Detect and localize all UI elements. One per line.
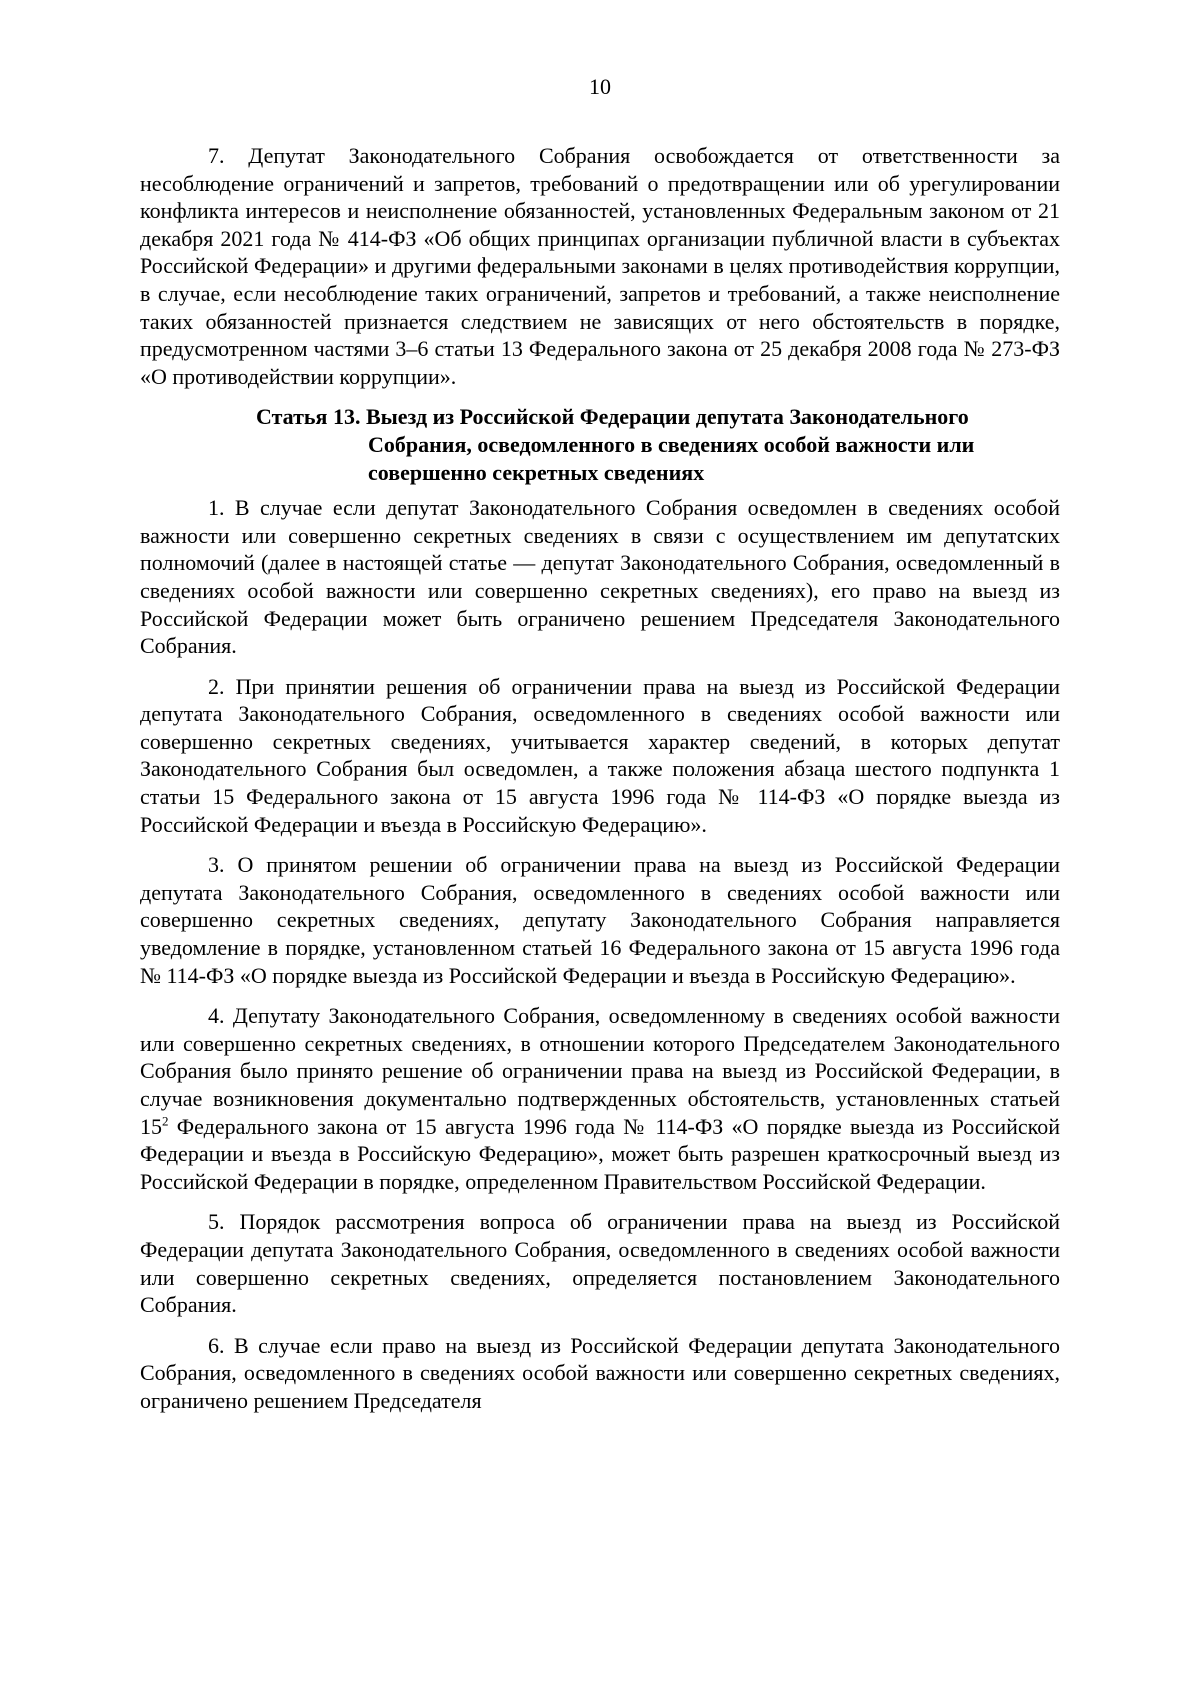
document-body [140,142,1060,1415]
article-13-title-line2: Собрания, осведомленного в сведениях особой важности или [368,431,975,457]
article-13-heading [140,403,1060,486]
article-13-paragraph-3: 3. О принятом решении об ограничении права на выезд из Российской Федерации депутата Законодательного Собрания, осведомленного в сведениях особой важности или совершенно секретных сведениях, депутату Законодательного Собрания направляется уведомление в порядке, установленном статьей 16 Федерального закона от 15 августа 1996 года № 114-ФЗ «О порядке выезда из Российской Федерации и въезда в Российскую Федерацию». [140,852,1060,988]
page-number: 10 [589,74,611,99]
article-13-paragraph-5: 5. Порядок рассмотрения вопроса об ограничении права на выезд из Российской Федерации депутата Законодательного Собрания, осведомленного в сведениях особой важности или совершенно секретных сведениях, определяется постановлением Законодательного Собрания. [140,1209,1060,1318]
paragraph-7: 7. Депутат Законодательного Собрания освобождается от ответственности за несоблюдение ограничений и запретов, требований о предотвращении или об урегулировании конфликта интересов и неисполнение обязанностей, установленных Федеральным законом от 21 декабря 2021 года № 414-ФЗ «Об общих принципах организации публичной власти в субъектах Российской Федерации» и другими федеральными законами в целях противодействия коррупции, в случае, если несоблюдение таких ограничений, запретов и требований, а также неисполнение таких обязанностей признается следствием не зависящих от него обстоятельств в порядке, предусмотренном частями 3–6 статьи 13 Федерального закона от 25 декабря 2008 года № 273-ФЗ «О противодействии коррупции». [140,143,1060,389]
article-13-title-line1: Статья 13. Выезд из Российской Федерации депутата Законодательного [256,404,969,430]
article-13-paragraph-6: 6. В случае если право на выезд из Российской Федерации депутата Законодательного Собрания, осведомленного в сведениях особой важности или совершенно секретных сведениях, ограничено решением Председателя [140,1332,1060,1413]
article-13-paragraph-1: 1. В случае если депутат Законодательного Собрания осведомлен в сведениях особой важности или совершенно секретных сведениях в связи с осуществлением им депутатских полномочий (далее в настоящей статье — депутат Законодательного Собрания, осведомленный в сведениях особой важности или совершенно секретных сведениях), его право на выезд из Российской Федерации может быть ограничено решением Председателя Законодательного Собрания. [140,495,1060,659]
article-13-title-line3: совершенно секретных сведениях [368,459,705,485]
article-13-paragraph-4 [140,1002,1060,1195]
paragraph-4-text-end: Федерального закона от 15 августа 1996 года № 114-ФЗ «О порядке выезда из Российской Федерации и въезда в Российскую Федерацию», может быть разрешен краткосрочный выезд из Российской Федерации в порядке, определенном Правительством Российской Федерации. [140,1113,1060,1194]
article-superscript: 2 [162,1113,169,1129]
paragraph-4-text-start: 4. Депутату Законодательного Собрания, осведомленному в сведениях особой важности или совершенно секретных сведениях, в отношении которого Председателем Законодательного Собрания было принято решение об ограничении права на выезд из Российской Федерации, в случае возникновения документально подтвержденных обстоятельств, установленных статьей 15 [140,1003,1060,1139]
article-13-paragraph-2: 2. При принятии решения об ограничении права на выезд из Российской Федерации депутата Законодательного Собрания, осведомленного в сведениях особой важности или совершенно секретных сведениях, учитывается характер сведений, в которых депутат Законодательного Собрания был осведомлен, а также положения абзаца шестого подпункта 1 статьи 15 Федерального закона от 15 августа 1996 года № 114-ФЗ «О порядке выезда из Российской Федерации и въезда в Российскую Федерацию». [140,673,1060,837]
